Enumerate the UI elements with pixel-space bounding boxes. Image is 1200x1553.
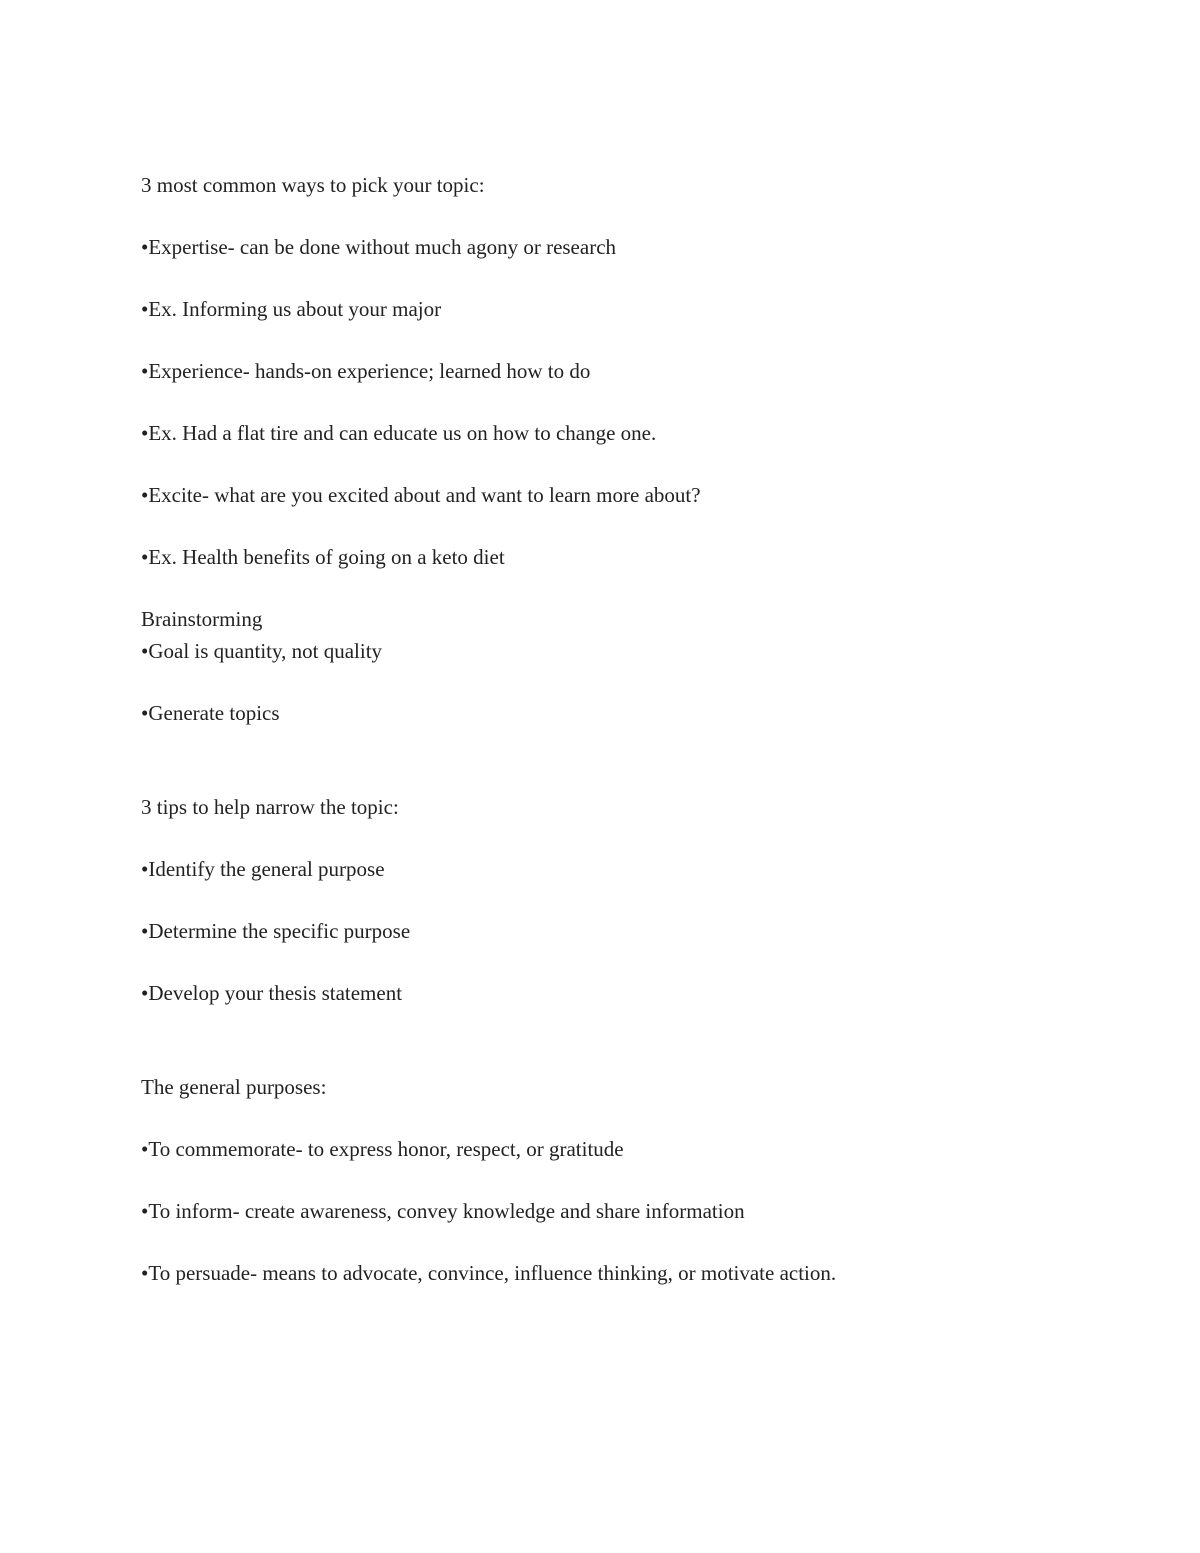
list-item: •Excite- what are you excited about and want to learn more about? xyxy=(141,483,701,507)
list-item: •Ex. Health benefits of going on a keto diet xyxy=(141,545,505,569)
list-item: •Ex. Had a flat tire and can educate us on how to change one. xyxy=(141,421,657,445)
list-item: •To persuade- means to advocate, convince, influence thinking, or motivate action. xyxy=(141,1261,837,1285)
list-item: •Develop your thesis statement xyxy=(141,981,403,1005)
section-heading-brainstorming: Brainstorming xyxy=(141,607,263,631)
list-item: •Experience- hands-on experience; learned how to do xyxy=(141,359,591,383)
section-heading-narrow-topic: 3 tips to help narrow the topic: xyxy=(141,795,399,819)
list-item: •To inform- create awareness, convey knowledge and share information xyxy=(141,1199,745,1223)
list-item: •Generate topics xyxy=(141,701,280,725)
list-item: •To commemorate- to express honor, respect, or gratitude xyxy=(141,1137,624,1161)
section-heading-general-purposes: The general purposes: xyxy=(141,1075,327,1099)
list-item: •Goal is quantity, not quality xyxy=(141,639,383,663)
list-item: •Ex. Informing us about your major xyxy=(141,297,442,321)
list-item: •Expertise- can be done without much agony or research xyxy=(141,235,617,259)
list-item: •Determine the specific purpose xyxy=(141,919,411,943)
list-item: •Identify the general purpose xyxy=(141,857,385,881)
section-heading-pick-topic: 3 most common ways to pick your topic: xyxy=(141,173,485,197)
